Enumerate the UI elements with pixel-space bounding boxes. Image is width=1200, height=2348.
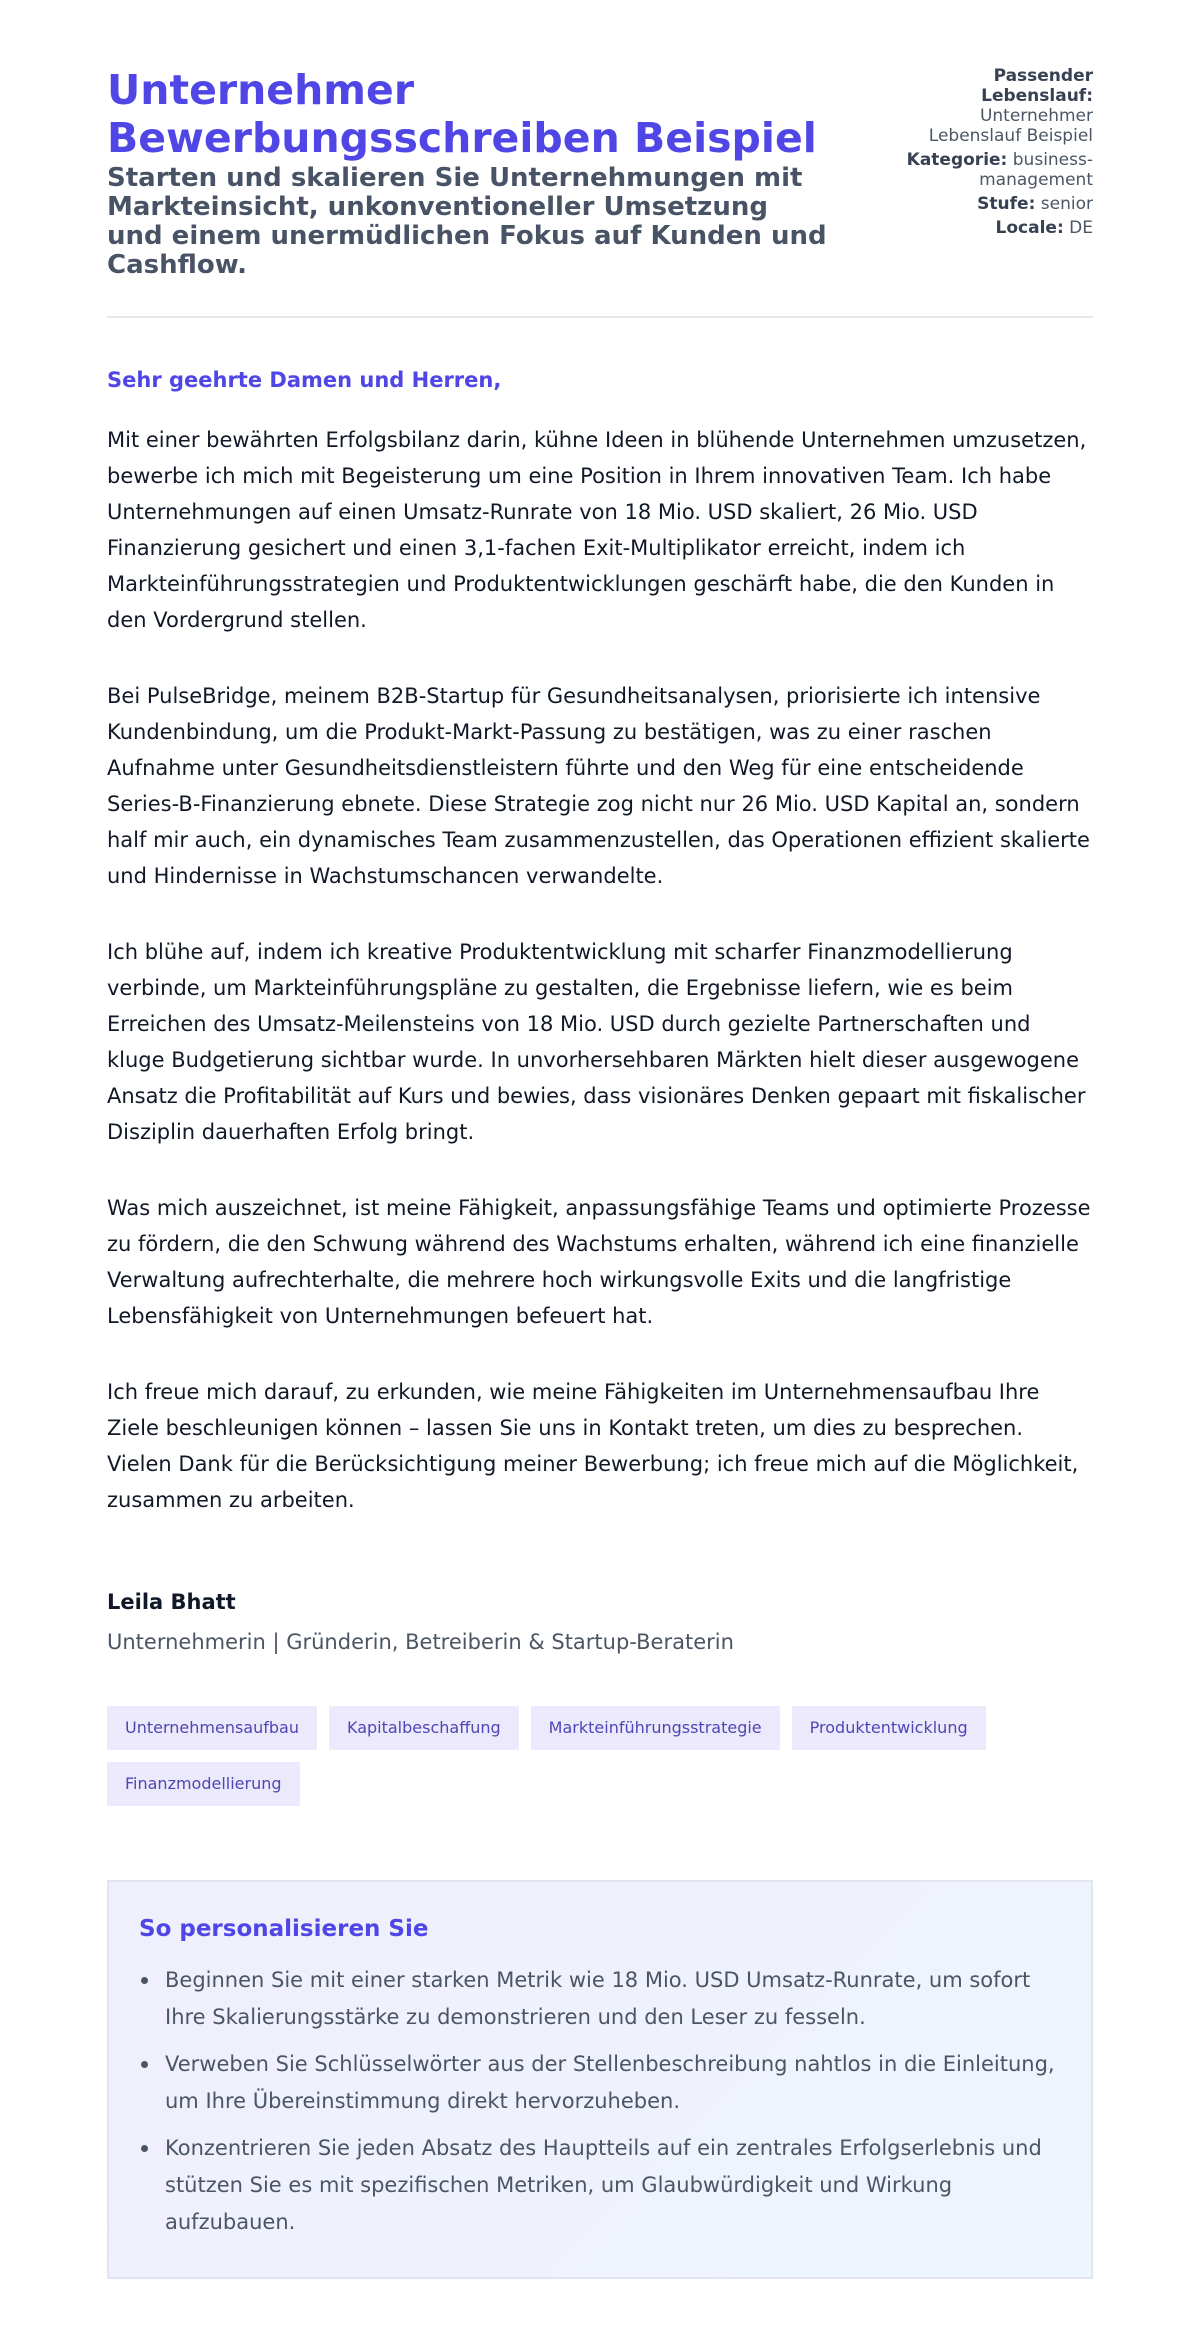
- tips-list: [139, 1962, 1061, 2241]
- page-subtitle: Starten und skalieren Sie Unternehmungen mit Markteinsicht, unkonventioneller Umsetzung und einem unermüdlichen Fokus auf Kunden und Cashflow.: [107, 163, 827, 280]
- meta-label: Stufe:: [977, 194, 1036, 214]
- tips-title: So personalisieren Sie: [139, 1916, 429, 1942]
- meta-level: [903, 194, 1093, 214]
- meta-label: Passender Lebenslauf:: [981, 66, 1093, 106]
- meta-locale: [903, 218, 1093, 238]
- meta-value: DE: [1069, 218, 1093, 238]
- page-header: [107, 66, 1093, 318]
- header-titles: [107, 66, 827, 280]
- letter-paragraph: Ich blühe auf, indem ich kreative Produktentwicklung mit scharfer Finanzmodellierung verbinde, um Markteinführungspläne zu gestalten, die Ergebnisse liefern, wie es beim Erreichen des Umsatz-Meilensteins von 18 Mio. USD durch gezielte Partnerschaften und kluge Budgetierung sichtbar wurde. In unvorhersehbaren Märkten hielt dieser ausgewogene Ansatz die Profitabilität auf Kurs und bewies, dass visionäres Denken gepaart mit fiskalischer Disziplin dauerhaften Erfolg bringt.: [107, 940, 1086, 1144]
- signature-title: Unternehmerin | Gründerin, Betreiberin & Startup-Beraterin: [107, 1630, 734, 1654]
- meta-value: Unternehmer Lebenslauf Beispiel: [928, 106, 1093, 146]
- tip-text: Konzentrieren Sie jeden Absatz des Hauptteils auf ein zentrales Erfolgserlebnis und stützen Sie es mit spezifischen Metriken, um Glaubwürdigkeit und Wirkung aufzubauen.: [165, 2136, 1042, 2234]
- tip-text: Verweben Sie Schlüsselwörter aus der Stellenbeschreibung nahtlos in die Einleitung, um Ihre Übereinstimmung direkt hervorzuheben.: [165, 2052, 1055, 2113]
- skill-tag: Markteinführungsstrategie: [531, 1706, 780, 1750]
- salutation: Sehr geehrte Damen und Herren,: [107, 368, 502, 392]
- signature-name: Leila Bhatt: [107, 1590, 236, 1614]
- skill-tag: Unternehmensaufbau: [107, 1706, 317, 1750]
- letter-paragraph: Bei PulseBridge, meinem B2B-Startup für Gesundheitsanalysen, priorisierte ich intensive Kundenbindung, um die Produkt-Markt-Passung zu bestätigen, was zu einer raschen Aufnahme unter Gesundheitsdienstleistern führte und den Weg für eine entscheidende Series-B-Finanzierung ebnete. Diese Strategie zog nicht nur 26 Mio. USD Kapital an, sondern half mir auch, ein dynamisches Team zusammenzustellen, das Operationen effizient skalierte und Hindernisse in Wachstumschancen verwandelte.: [107, 684, 1090, 888]
- meta-matching-resume: [903, 66, 1093, 146]
- meta-label: Kategorie:: [906, 150, 1008, 170]
- letter-paragraph: Was mich auszeichnet, ist meine Fähigkeit, anpassungsfähige Teams und optimierte Prozesse zu fördern, die den Schwung während des Wachstums erhalten, während ich eine finanzielle Verwaltung aufrechterhalte, die mehrere hoch wirkungsvolle Exits und die langfristige Lebensfähigkeit von Unternehmungen befeuert hat.: [107, 1196, 1091, 1328]
- skill-tags: [107, 1706, 1047, 1806]
- skill-tag: Kapitalbeschaffung: [329, 1706, 519, 1750]
- meta-value: business-management: [979, 150, 1093, 190]
- skill-tag: Finanzmodellierung: [107, 1762, 300, 1806]
- meta-value: senior: [1040, 194, 1093, 214]
- tip-item: [139, 1962, 1061, 2036]
- skill-tag: Produktentwicklung: [792, 1706, 986, 1750]
- letter-body: [107, 366, 1093, 1518]
- bullet-icon: [141, 1977, 148, 1984]
- letter-paragraph: Ich freue mich darauf, zu erkunden, wie meine Fähigkeiten im Unternehmensaufbau Ihre Ziele beschleunigen können – lassen Sie uns in Kontakt treten, um dies zu besprechen. Vielen Dank für die Berücksichtigung meiner Bewerbung; ich freue mich auf die Möglichkeit, zusammen zu arbeiten.: [107, 1380, 1079, 1512]
- tip-text: Beginnen Sie mit einer starken Metrik wie 18 Mio. USD Umsatz-Runrate, um sofort Ihre Skalierungsstärke zu demonstrieren und den Leser zu fesseln.: [165, 1968, 1031, 2029]
- meta-category: [903, 150, 1093, 190]
- page-title: Unternehmer Bewerbungsschreiben Beispiel: [107, 66, 817, 162]
- letter-paragraph: Mit einer bewährten Erfolgsbilanz darin, kühne Ideen in blühende Unternehmen umzusetzen, bewerbe ich mich mit Begeisterung um eine Position in Ihrem innovativen Team. Ich habe Unternehmungen auf einen Umsatz-Runrate von 18 Mio. USD skaliert, 26 Mio. USD Finanzierung gesichert und einen 3,1-fachen Exit-Multiplikator erreicht, indem ich Markteinführungsstrategien und Produktentwicklungen geschärft habe, die den Kunden in den Vordergrund stellen.: [107, 428, 1087, 632]
- tip-item: [139, 2130, 1061, 2241]
- signature-block: [107, 1588, 1093, 1656]
- bullet-icon: [141, 2061, 148, 2068]
- personalization-tips: [107, 1880, 1093, 2279]
- meta-label: Locale:: [995, 218, 1064, 238]
- bullet-icon: [141, 2145, 148, 2152]
- meta-panel: [903, 66, 1093, 242]
- tip-item: [139, 2046, 1061, 2120]
